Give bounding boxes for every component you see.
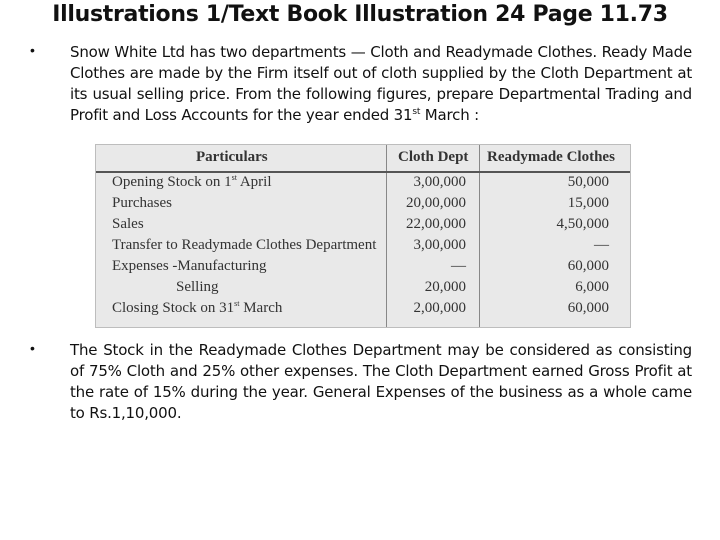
- readymade-value: 60,000: [567, 258, 609, 274]
- readymade-value: 4,50,000: [556, 216, 609, 232]
- table-row: [96, 195, 630, 216]
- row-label: Sales: [112, 216, 144, 232]
- cloth-value: —: [451, 258, 466, 274]
- table-row: [96, 216, 630, 237]
- readymade-value: 6,000: [575, 279, 609, 295]
- cloth-value: 2,00,000: [413, 300, 466, 316]
- header-readymade-clothes: Readymade Clothes: [487, 149, 615, 165]
- paragraph-1-tail: March :: [420, 106, 479, 124]
- row-label-text: Closing Stock on 31: [112, 300, 235, 316]
- cloth-value: 3,00,000: [413, 237, 466, 253]
- cloth-value: 3,00,000: [413, 174, 466, 190]
- header-rule: [96, 171, 630, 173]
- table-row: [96, 237, 630, 258]
- row-label-tail: April: [236, 174, 272, 190]
- cloth-value: 20,000: [424, 279, 466, 295]
- cloth-value: 20,00,000: [406, 195, 466, 211]
- paragraph-1-text: [70, 42, 692, 126]
- readymade-value: 50,000: [567, 174, 609, 190]
- table-row: [96, 279, 630, 300]
- row-label: Expenses -Manufacturing: [112, 258, 267, 274]
- row-label-sup: st: [231, 173, 237, 182]
- row-label-sup: st: [234, 299, 240, 308]
- table-row: [96, 258, 630, 279]
- row-label: [112, 174, 272, 191]
- header-particulars: Particulars: [196, 149, 268, 165]
- figures-table: [95, 144, 631, 328]
- paragraph-1-body: Snow White Ltd has two departments — Cloth and Readymade Clothes. Ready Made Clothes are made by the Firm itself out of cloth supplied by the Cloth Department at its usual selling price. From the following figures, prepare Departmental Trading and Profit and Loss Accounts for the year ended 31: [70, 43, 692, 124]
- table-row: [96, 300, 630, 321]
- row-label-text: Opening Stock on 1: [112, 174, 232, 190]
- paragraph-2-text: The Stock in the Readymade Clothes Department may be considered as consisting of 75% Cloth and 25% other expenses. The Cloth Department earned Gross Profit at the rate of 15% during the year. General Expenses of the business as a whole came to Rs.1,10,000.: [70, 341, 692, 422]
- cloth-value: 22,00,000: [406, 216, 466, 232]
- readymade-value: 15,000: [567, 195, 609, 211]
- readymade-value: —: [594, 237, 609, 253]
- row-label: [112, 300, 282, 317]
- bullet-2: •: [30, 340, 35, 356]
- paragraph-1-superscript: st: [412, 107, 421, 117]
- table-row: [96, 174, 630, 195]
- bullet-1: •: [30, 42, 35, 58]
- row-label: Transfer to Readymade Clothes Department: [112, 237, 377, 253]
- page-title: Illustrations 1/Text Book Illustration 24 Page 11.73: [52, 2, 668, 27]
- row-label: Purchases: [112, 195, 172, 211]
- header-cloth-dept: Cloth Dept: [398, 149, 469, 165]
- readymade-value: 60,000: [567, 300, 609, 316]
- row-label: Selling: [176, 279, 219, 295]
- row-label-tail: March: [239, 300, 283, 316]
